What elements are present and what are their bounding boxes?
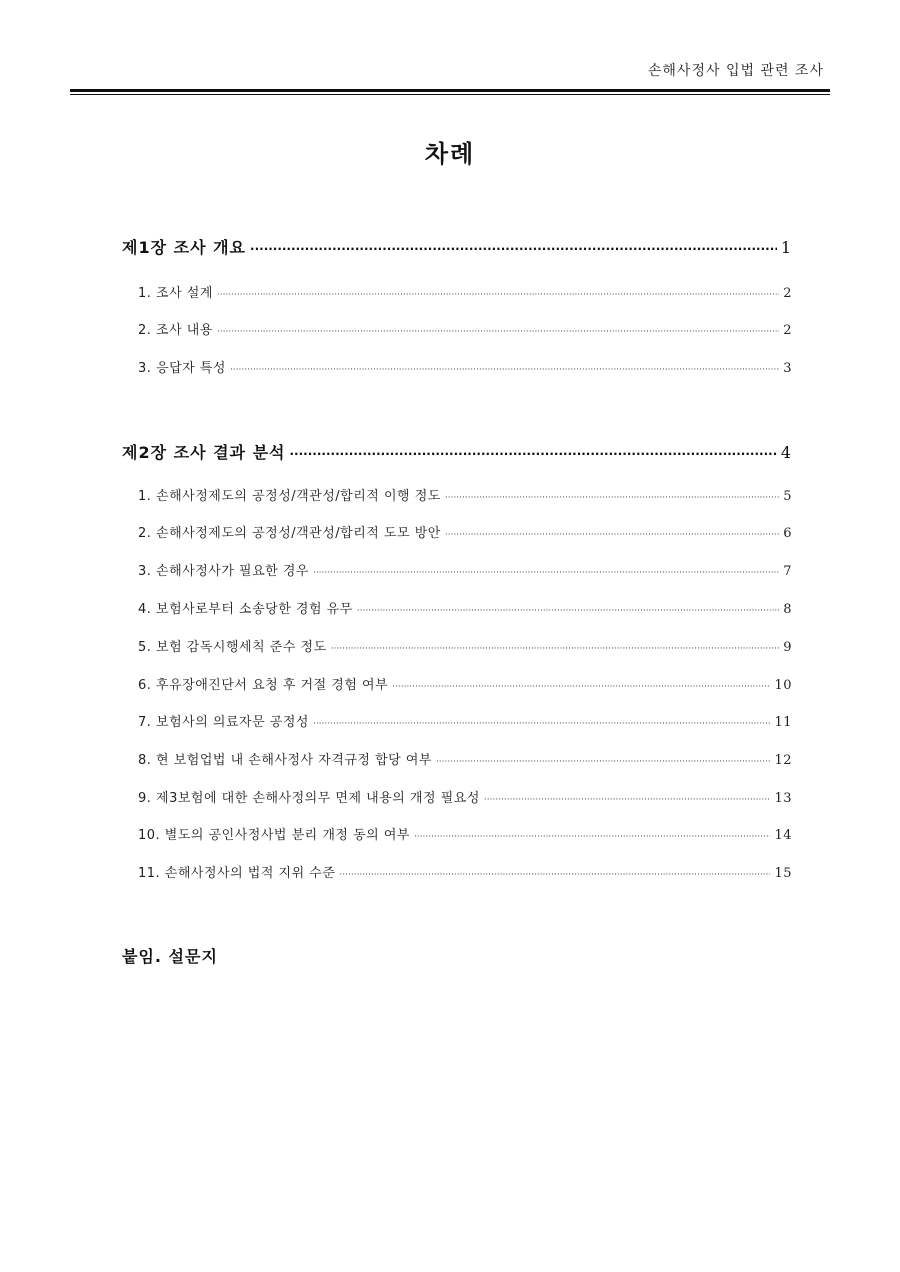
toc-item[interactable]	[138, 636, 792, 655]
toc-item[interactable]	[138, 319, 792, 338]
page-title: 차례	[424, 140, 476, 168]
toc-item-page: 9	[783, 640, 792, 655]
toc-item-page: 3	[783, 361, 792, 376]
toc-item[interactable]	[138, 282, 792, 301]
toc-leader-dots	[357, 606, 779, 616]
running-header: 손해사정사 입법 관련 조사	[647, 63, 824, 79]
toc-item-page: 6	[783, 526, 792, 541]
toc-item[interactable]	[138, 522, 792, 541]
toc-leader-dots	[445, 530, 779, 540]
toc-item-page: 7	[783, 564, 792, 579]
toc-item-page: 12	[774, 753, 792, 768]
toc-item-label: 5. 보험 감독시행세칙 준수 정도	[138, 640, 327, 655]
toc-item-label: 1. 손해사정제도의 공정성/객관성/합리적 이행 정도	[138, 489, 441, 504]
toc-leader-dots	[445, 493, 779, 503]
toc-item-page: 8	[783, 602, 792, 617]
toc-item-label: 2. 손해사정제도의 공정성/객관성/합리적 도모 방안	[138, 526, 441, 541]
toc-leader-dots	[436, 757, 771, 767]
toc-item-label: 6. 후유장애진단서 요청 후 거절 경험 여부	[138, 678, 389, 693]
toc-item-label: 1. 조사 설계	[138, 286, 213, 301]
toc-item-page: 15	[774, 866, 792, 881]
toc-chapter-page: 4	[780, 443, 792, 462]
toc-leader-dots	[484, 795, 771, 805]
toc-leader-dots	[313, 568, 779, 578]
toc-appendix[interactable]: 붙임. 설문지	[122, 947, 218, 966]
toc-item[interactable]	[138, 824, 792, 843]
toc-chapter-1[interactable]	[122, 235, 792, 258]
toc-item-label: 9. 제3보험에 대한 손해사정의무 면제 내용의 개정 필요성	[138, 791, 480, 806]
toc-item-label: 4. 보험사로부터 소송당한 경험 유무	[138, 602, 353, 617]
toc-item-page: 14	[774, 828, 792, 843]
toc-item-page: 2	[783, 286, 792, 301]
toc-item-label: 11. 손해사정사의 법적 지위 수준	[138, 866, 336, 881]
toc-item-label: 2. 조사 내용	[138, 323, 213, 338]
toc-item[interactable]	[138, 357, 792, 376]
toc-chapter-label: 제2장 조사 결과 분석	[122, 443, 286, 462]
toc-item-page: 13	[774, 791, 792, 806]
toc-item[interactable]	[138, 862, 792, 881]
toc-item-label: 7. 보험사의 의료자문 공정성	[138, 715, 309, 730]
toc-item-label: 3. 손해사정사가 필요한 경우	[138, 564, 309, 579]
header-rule-thin	[70, 94, 830, 95]
toc-leader-dots	[230, 365, 779, 375]
toc-item[interactable]	[138, 560, 792, 579]
toc-item[interactable]	[138, 787, 792, 806]
toc-item[interactable]	[138, 749, 792, 768]
toc-item-page: 10	[774, 678, 792, 693]
toc-leader-dots	[217, 290, 779, 300]
toc-chapter-label: 제1장 조사 개요	[122, 238, 247, 257]
header-rule-thick	[70, 89, 830, 92]
toc-leader-dots	[313, 719, 771, 729]
toc-item-page: 5	[783, 489, 792, 504]
toc-leader-dots	[217, 327, 779, 337]
toc-chapter-2[interactable]	[122, 440, 792, 463]
toc-item[interactable]	[138, 485, 792, 504]
toc-leader-dots	[392, 682, 770, 692]
toc-item[interactable]	[138, 674, 792, 693]
toc-leader-dots	[290, 447, 777, 461]
toc-item-label: 10. 별도의 공인사정사법 분리 개정 동의 여부	[138, 828, 410, 843]
toc-item-label: 8. 현 보험업법 내 손해사정사 자격규정 합당 여부	[138, 753, 432, 768]
toc-item-page: 2	[783, 323, 792, 338]
toc-leader-dots	[414, 832, 770, 842]
toc-item[interactable]	[138, 598, 792, 617]
toc-leader-dots	[250, 242, 777, 256]
toc-chapter-page: 1	[780, 238, 792, 257]
toc-item[interactable]	[138, 711, 792, 730]
toc-item-page: 11	[774, 715, 792, 730]
toc-leader-dots	[339, 870, 770, 880]
toc-leader-dots	[331, 644, 780, 654]
toc-item-label: 3. 응답자 특성	[138, 361, 226, 376]
